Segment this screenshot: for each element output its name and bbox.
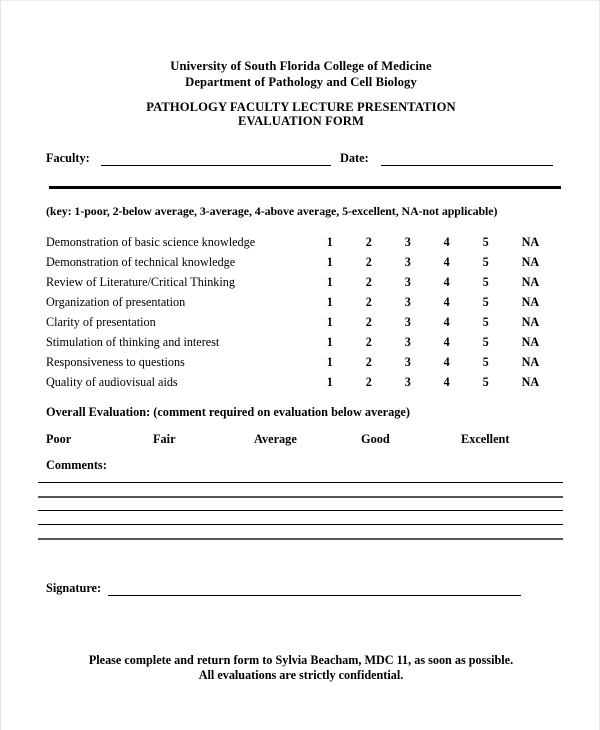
rating-row-label: Clarity of presentation: [46, 315, 156, 329]
rating-option-na[interactable]: NA: [521, 235, 540, 249]
rating-option-3[interactable]: 3: [404, 275, 411, 289]
rating-option-2[interactable]: 2: [365, 235, 372, 249]
rating-option-3[interactable]: 3: [404, 255, 411, 269]
rating-row-label: Demonstration of technical knowledge: [46, 255, 236, 269]
rating-table-body: [46, 232, 561, 392]
rating-option-3[interactable]: 3: [404, 355, 411, 369]
rating-row-label: Demonstration of basic science knowledge: [46, 235, 256, 249]
rating-option-3[interactable]: 3: [404, 295, 411, 309]
rating-option-1[interactable]: 1: [326, 255, 333, 269]
rating-option-na[interactable]: NA: [521, 295, 540, 309]
rating-option-4[interactable]: 4: [443, 255, 450, 269]
form-title-line-2: EVALUATION FORM: [238, 114, 364, 128]
scale-option-average[interactable]: Average: [254, 432, 297, 446]
rating-option-2[interactable]: 2: [365, 355, 372, 369]
table-row: [46, 272, 561, 292]
form-title-line-1: PATHOLOGY FACULTY LECTURE PRESENTATION: [146, 100, 456, 114]
faculty-date-row: [46, 151, 558, 169]
rating-table: [46, 232, 561, 392]
faculty-label: Faculty:: [46, 151, 90, 165]
date-input[interactable]: [381, 165, 553, 166]
rating-row-label: Stimulation of thinking and interest: [46, 335, 220, 349]
department-title: Department of Pathology and Cell Biology: [185, 75, 417, 89]
table-row: [46, 332, 561, 352]
faculty-input[interactable]: [101, 165, 331, 166]
overall-scale-row: [46, 432, 561, 448]
scale-option-good[interactable]: Good: [361, 432, 390, 446]
rating-option-4[interactable]: 4: [443, 295, 450, 309]
rating-option-na[interactable]: NA: [521, 335, 540, 349]
rating-key-legend: (key: 1-poor, 2-below average, 3-average, 4-above average, 5-excellent, NA-not applicable): [46, 204, 498, 218]
footer-instruction-line-2: All evaluations are strictly confidential.: [198, 668, 404, 682]
rating-option-5[interactable]: 5: [482, 255, 489, 269]
rating-option-na[interactable]: NA: [521, 255, 540, 269]
rating-option-1[interactable]: 1: [326, 295, 333, 309]
rating-option-4[interactable]: 4: [443, 275, 450, 289]
table-row: [46, 372, 561, 392]
comment-line-5[interactable]: [38, 538, 563, 540]
rating-option-2[interactable]: 2: [365, 335, 372, 349]
rating-option-na[interactable]: NA: [521, 375, 540, 389]
rating-option-3[interactable]: 3: [404, 335, 411, 349]
rating-option-1[interactable]: 1: [326, 375, 333, 389]
rating-option-2[interactable]: 2: [365, 315, 372, 329]
rating-row-label: Organization of presentation: [46, 295, 186, 309]
comment-line-3[interactable]: [38, 510, 563, 511]
rating-option-5[interactable]: 5: [482, 315, 489, 329]
rating-option-5[interactable]: 5: [482, 375, 489, 389]
rating-option-1[interactable]: 1: [326, 315, 333, 329]
scale-option-excellent[interactable]: Excellent: [461, 432, 510, 446]
rating-option-3[interactable]: 3: [404, 315, 411, 329]
comment-line-4[interactable]: [38, 524, 563, 525]
rating-option-4[interactable]: 4: [443, 355, 450, 369]
rating-row-label: Quality of audiovisual aids: [46, 375, 178, 389]
table-row: [46, 312, 561, 332]
rating-option-2[interactable]: 2: [365, 295, 372, 309]
rating-option-na[interactable]: NA: [521, 275, 540, 289]
rating-option-5[interactable]: 5: [482, 355, 489, 369]
rating-option-4[interactable]: 4: [443, 235, 450, 249]
comment-line-1[interactable]: [38, 482, 563, 483]
rating-option-4[interactable]: 4: [443, 315, 450, 329]
scale-option-fair[interactable]: Fair: [153, 432, 176, 446]
rating-option-1[interactable]: 1: [326, 355, 333, 369]
signature-input[interactable]: [108, 595, 521, 596]
table-row: [46, 352, 561, 372]
date-label: Date:: [340, 151, 369, 165]
scale-option-poor[interactable]: Poor: [46, 432, 72, 446]
rating-option-3[interactable]: 3: [404, 235, 411, 249]
rating-row-label: Review of Literature/Critical Thinking: [46, 275, 235, 289]
footer-instruction-line-1: Please complete and return form to Sylvia Beacham, MDC 11, as soon as possible.: [88, 653, 514, 667]
rating-option-5[interactable]: 5: [482, 335, 489, 349]
rating-option-na[interactable]: NA: [521, 355, 540, 369]
rating-option-5[interactable]: 5: [482, 295, 489, 309]
comments-label: Comments:: [46, 458, 107, 472]
rating-option-4[interactable]: 4: [443, 335, 450, 349]
rating-option-5[interactable]: 5: [482, 275, 489, 289]
signature-label: Signature:: [46, 581, 102, 595]
rating-row-label: Responsiveness to questions: [46, 355, 185, 369]
section-divider: [49, 186, 561, 189]
rating-option-1[interactable]: 1: [326, 275, 333, 289]
table-row: [46, 292, 561, 312]
signature-row: [46, 581, 526, 599]
overall-evaluation-heading: Overall Evaluation: (comment required on evaluation below average): [46, 405, 410, 419]
table-row: [46, 232, 561, 252]
rating-option-1[interactable]: 1: [326, 235, 333, 249]
rating-option-1[interactable]: 1: [326, 335, 333, 349]
rating-option-na[interactable]: NA: [521, 315, 540, 329]
table-row: [46, 252, 561, 272]
rating-option-5[interactable]: 5: [482, 235, 489, 249]
rating-option-2[interactable]: 2: [365, 255, 372, 269]
rating-option-2[interactable]: 2: [365, 375, 372, 389]
institution-title: University of South Florida College of Medicine: [170, 59, 432, 73]
rating-option-3[interactable]: 3: [404, 375, 411, 389]
rating-option-4[interactable]: 4: [443, 375, 450, 389]
comment-line-2[interactable]: [38, 496, 563, 498]
rating-option-2[interactable]: 2: [365, 275, 372, 289]
